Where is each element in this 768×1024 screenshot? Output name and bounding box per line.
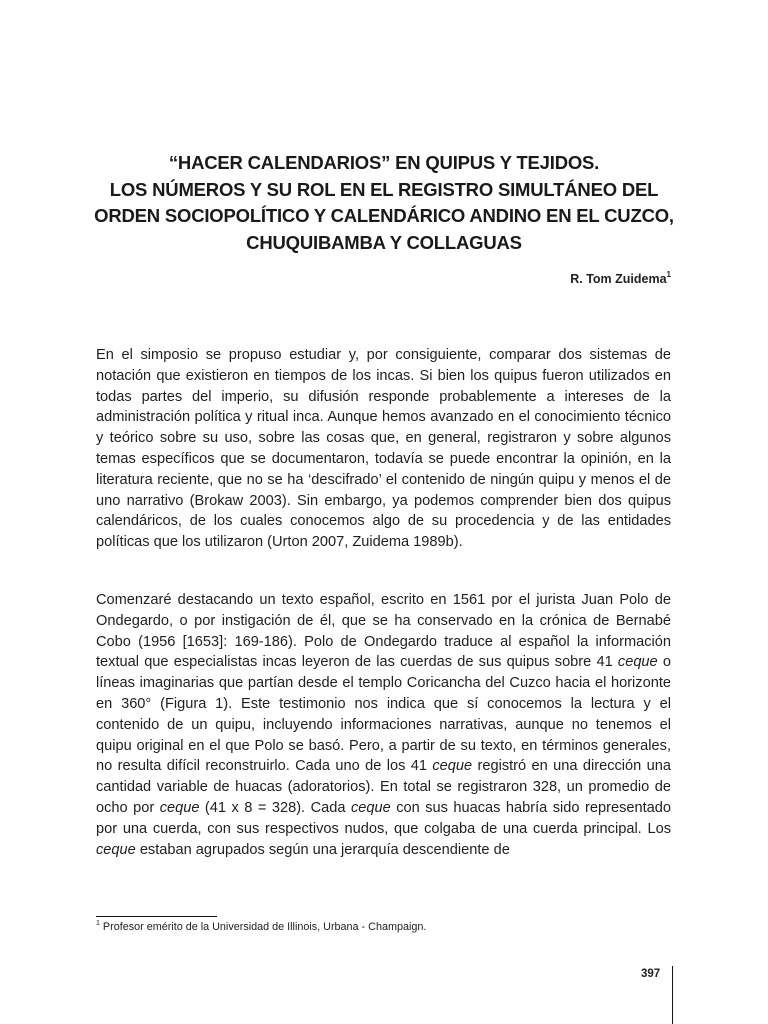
body-paragraph-1 bbox=[96, 345, 671, 553]
italic-term: ceque bbox=[96, 841, 136, 858]
paragraph-text bbox=[96, 590, 671, 860]
text-run: estaban agrupados según una jerarquía descendiente de bbox=[135, 841, 510, 858]
text-run: con sus huacas habría sido representado por una cuerda, con sus respectivos nudos, que colgaba de una cuerda principal. Los bbox=[96, 799, 672, 837]
footnote-separator bbox=[96, 916, 217, 917]
title-line-4: CHUQUIBAMBA Y COLLAGUAS bbox=[246, 231, 522, 253]
page-number: 397 bbox=[641, 968, 661, 980]
italic-term: ceque bbox=[350, 799, 391, 816]
title-line-3: ORDEN SOCIOPOLÍTICO Y CALENDÁRICO ANDINO EN EL CUZCO, bbox=[94, 205, 674, 226]
footnote-marker: 1 bbox=[96, 920, 100, 927]
italic-term: ceque bbox=[617, 654, 658, 671]
author-name: R. Tom Zuidema bbox=[570, 272, 667, 286]
text-run: registró en una dirección una cantidad variable de huacas (adoratorios). En total se registraron 328, un promedio de ocho por bbox=[96, 758, 671, 816]
title-line-1: “HACER CALENDARIOS” EN QUIPUS Y TEJIDOS. bbox=[168, 152, 600, 173]
author-byline bbox=[570, 272, 671, 286]
italic-term: ceque bbox=[432, 758, 473, 775]
italic-term: ceque bbox=[159, 799, 200, 816]
text-run: o líneas imaginarias que partían desde el templo Coricancha del Cuzco hacia el horizonte en 360° (Figura 1). Este testimonio nos indica que sí conocemos la lectura y el contenido de un quipu, incluyendo informaciones narrativas, aunque no tenemos el quipu original en el que Polo se basó. Pero, a partir de su texto, en términos generales, no resulta difícil reconstruirlo. Cada uno de los 41 bbox=[96, 654, 671, 775]
body-paragraph-2 bbox=[96, 590, 671, 860]
title-line-2: LOS NÚMEROS Y SU ROL EN EL REGISTRO SIMULTÁNEO DEL bbox=[109, 178, 659, 200]
text-run: (41 x 8 = 328). Cada bbox=[199, 799, 351, 816]
footnote bbox=[96, 921, 426, 933]
article-title bbox=[80, 150, 688, 256]
paragraph-text: En el simposio se propuso estudiar y, por consiguiente, comparar dos sistemas de notación que existieron en tiempos de los incas. Si bien los quipus fueron utilizados en todas partes del imperio, su difusión responde probablemente a intereses de la administración política y ritual inca. Aunque hemos avanzado en el conocimiento técnico y teórico sobre su uso, sobre las cosas que, en general, registraron y sobre algunos temas específicos que se documentaron, todavía se puede encontrar la opinión, en la literatura reciente, que no se ha ‘descifrado’ el contenido de ningún quipu y menos el de uno narrativo (Brokaw 2003). Sin embargo, ya podemos comprender bien dos quipus calendáricos, de los cuales conocemos algo de su procedencia y de las entidades políticas que los utilizaron (Urton 2007, Zuidema 1989b). bbox=[96, 347, 671, 551]
text-run: Comenzaré destacando un texto español, escrito en 1561 por el jurista Juan Polo de Ondegardo, o por instigación de él, que se ha conservado en la crónica de Bernabé Cobo (1956 [1653]: 169-186). Polo de Ondegardo traduce al español la información textual que especialistas incas leyeron de las cuerdas de sus quipus sobre 41 bbox=[96, 592, 671, 671]
footnote-text: Profesor emérito de la Universidad de Illinois, Urbana - Champaign. bbox=[102, 921, 427, 933]
page-number-rule bbox=[672, 966, 673, 1024]
author-footnote-ref[interactable]: 1 bbox=[666, 270, 671, 279]
